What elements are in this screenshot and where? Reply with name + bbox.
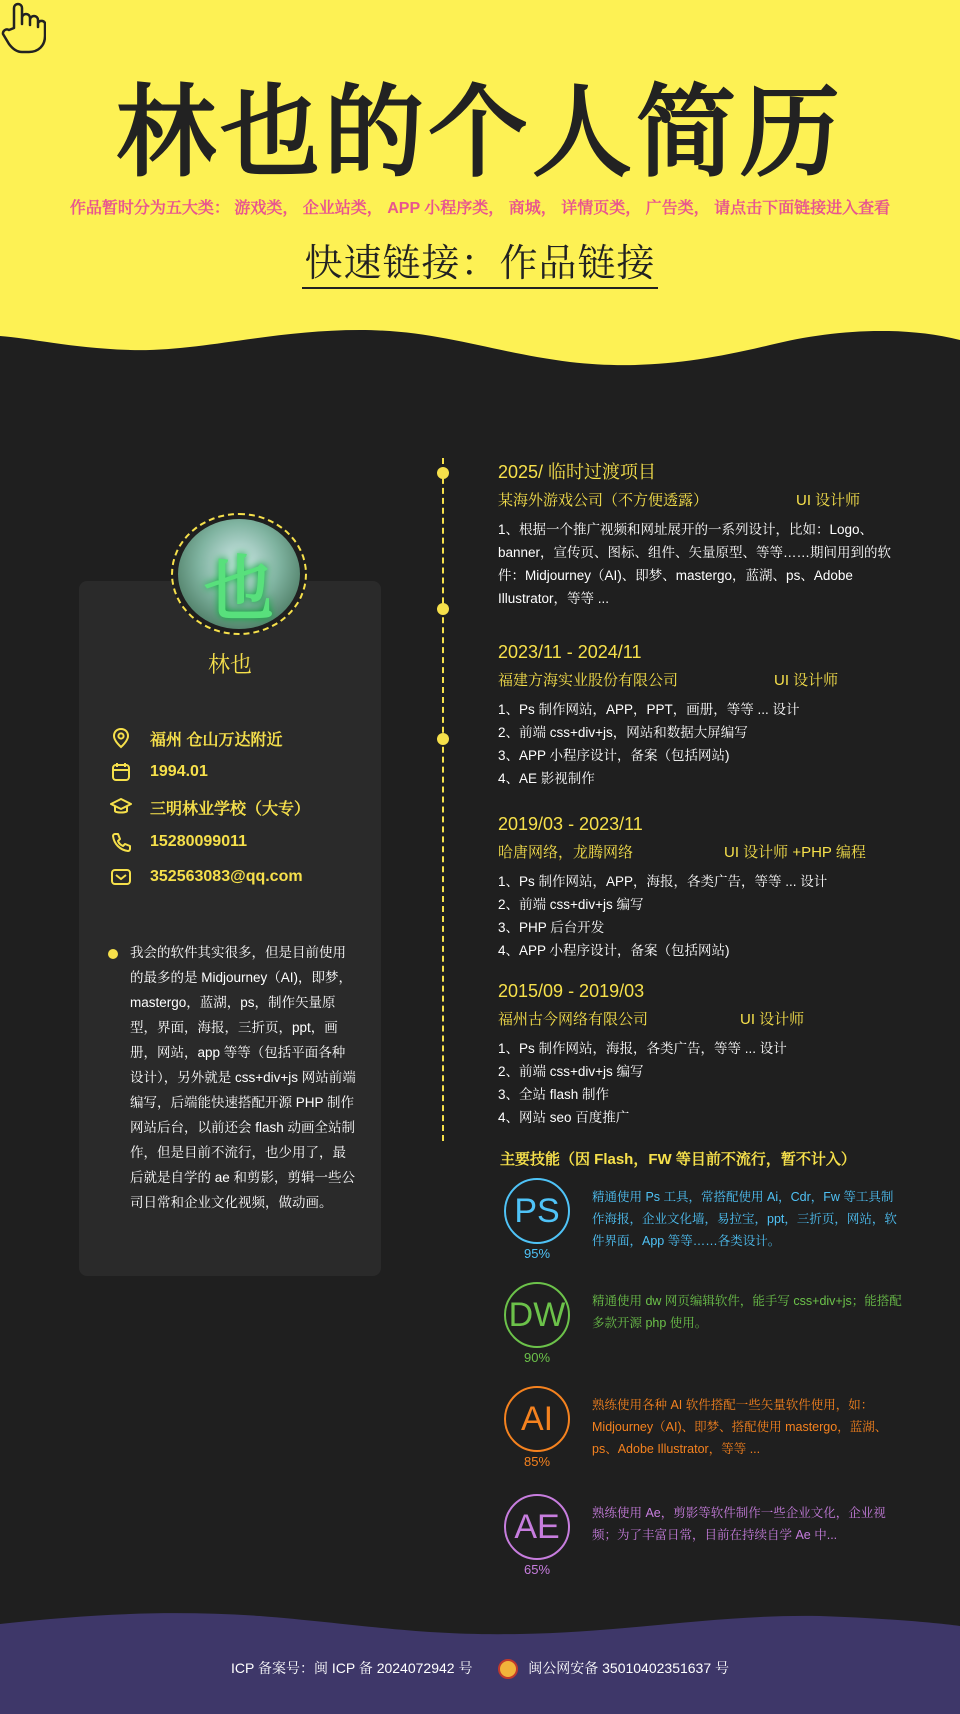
experience-company: 福州古今网络有限公司 bbox=[498, 1011, 649, 1028]
experience-desc-line: 1、Ps 制作网站，海报，各类广告，等等 ... 设计 bbox=[498, 1041, 787, 1056]
calendar-icon bbox=[110, 761, 132, 783]
experience-desc-line: 2、前端 css+div+js 编写 bbox=[498, 897, 644, 912]
experience-role: UI 设计师 bbox=[774, 672, 839, 689]
experience-period: 2015/09 - 2019/03 bbox=[498, 981, 645, 1001]
experience-desc-line: 2、前端 css+div+js，网站和数据大屏编写 bbox=[498, 725, 748, 740]
experience-item bbox=[498, 460, 918, 610]
timeline-line bbox=[442, 458, 444, 1141]
experience-company: 某海外游戏公司（不方便透露） bbox=[498, 492, 709, 509]
email-text[interactable]: 352563083@qq.com bbox=[150, 868, 303, 885]
police-record[interactable]: 闽公网安备 35010402351637 号 bbox=[528, 1660, 730, 1676]
avatar-glyph: 也 bbox=[204, 548, 274, 629]
experience-description bbox=[498, 698, 918, 790]
experience-desc-line: 2、前端 css+div+js 编写 bbox=[498, 1064, 644, 1079]
experience-desc-line: 3、全站 flash 制作 bbox=[498, 1087, 610, 1102]
info-email bbox=[110, 865, 303, 889]
experience-description bbox=[498, 518, 918, 610]
experience-period: 2023/11 - 2024/11 bbox=[498, 642, 642, 662]
experience-desc-line: 4、网站 seo 百度推广 bbox=[498, 1110, 630, 1125]
portfolio-categories: 作品暂时分为五大类： 游戏类， 企业站类， APP 小程序类， 商城， 详情页类， 广告类， 请点击下面链接进入查看 bbox=[69, 200, 891, 217]
experience-desc-line: 1、Ps 制作网站，APP，PPT，画册，等等 ... 设计 bbox=[498, 702, 800, 717]
info-phone bbox=[110, 830, 247, 854]
bullet-dot bbox=[108, 949, 118, 959]
ps-skill-icon: PS bbox=[504, 1178, 570, 1244]
hero-banner bbox=[0, 0, 960, 380]
info-location bbox=[110, 726, 282, 750]
location-text: 福州 仓山万达附近 bbox=[150, 731, 283, 749]
experience-item bbox=[498, 979, 918, 1129]
email-icon bbox=[110, 866, 132, 888]
page-title: 林也的个人简历 bbox=[116, 74, 844, 191]
experience-period: 2025/ 临时过渡项目 bbox=[498, 462, 657, 482]
skill-description: 熟练使用 Ae，剪影等软件制作一些企业文化，企业视频；为了丰富日常，目前在持续自学 Ae 中... bbox=[592, 1506, 886, 1542]
timeline-dot bbox=[437, 603, 449, 615]
experience-desc-line: 3、PHP 后台开发 bbox=[498, 920, 605, 935]
skill-description: 精通使用 dw 网页编辑软件，能手写 css+div+js；能搭配多款开源 php 使用。 bbox=[592, 1294, 902, 1330]
graduation-cap-icon bbox=[110, 796, 132, 818]
experience-description bbox=[498, 1037, 918, 1129]
ai-skill-icon: AI bbox=[504, 1386, 570, 1452]
experience-role: UI 设计师 bbox=[740, 1011, 805, 1028]
experience-desc-line: 3、APP 小程序设计，备案（包括网站) bbox=[498, 748, 730, 763]
ae-skill-icon: AE bbox=[504, 1494, 570, 1560]
timeline-dot bbox=[437, 733, 449, 745]
police-badge-icon bbox=[498, 1659, 518, 1679]
school-text: 三明林业学校（大专） bbox=[150, 800, 311, 818]
experience-role: UI 设计师 +PHP 编程 bbox=[724, 844, 866, 861]
about-text: 我会的软件其实很多，但是目前使用的最多的是 Midjourney（AI)，即梦，mastergo，蓝湖，ps，制作矢量原型，界面，海报，三折页，ppt，画册，网站，app 等等（包括平面各种设计），另外就是 css+div+js 网站前端编写，后端能快速搭配开源 PHP 制作网站后台，以前还会 flash 动画全站制作，但是目前不流行，也少用了，最后就是自学的 ae 和剪影，剪辑一些公司日常和企业文化视频，做动画。 bbox=[130, 945, 356, 1210]
avatar bbox=[178, 519, 300, 629]
experience-company: 福建方海实业股份有限公司 bbox=[498, 672, 679, 689]
experience-item bbox=[498, 812, 918, 962]
skill-percent: 90% bbox=[523, 1350, 551, 1365]
experience-role: UI 设计师 bbox=[796, 492, 861, 509]
skill-percent: 65% bbox=[523, 1562, 551, 1577]
skill-percent: 85% bbox=[523, 1454, 551, 1469]
skill-description: 精通使用 Ps 工具，常搭配使用 Ai，Cdr，Fw 等工具制作海报，企业文化墙，易拉宝，ppt，三折页，网站，软件界面，App 等等……各类设计。 bbox=[592, 1190, 897, 1248]
birth-text: 1994.01 bbox=[150, 763, 208, 780]
skill-ae bbox=[500, 1494, 900, 1584]
skills-title: 主要技能（因 Flash，FW 等目前不流行，暂不计入） bbox=[500, 1151, 856, 1168]
timeline-dot bbox=[437, 467, 449, 479]
experience-desc-line: 1、Ps 制作网站，APP，海报，各类广告，等等 ... 设计 bbox=[498, 874, 828, 889]
profile-name: 林也 bbox=[207, 652, 252, 677]
dw-skill-icon: DW bbox=[504, 1282, 570, 1348]
phone-icon bbox=[110, 831, 132, 853]
skill-dw bbox=[500, 1282, 900, 1372]
experience-item bbox=[498, 640, 918, 790]
footer-background bbox=[0, 1600, 960, 1714]
experience-company-row bbox=[498, 670, 918, 692]
experience-desc-line: 1、根据一个推广视频和网址展开的一系列设计，比如：Logo、banner，宣传页、图标、组件、矢量原型、等等……期间用到的软件：Midjourney（AI)、即梦、mastergo，蓝湖、ps、Adobe Illustrator，等等 ... bbox=[498, 522, 892, 606]
footer bbox=[0, 1600, 960, 1714]
experience-period: 2019/03 - 2023/11 bbox=[498, 814, 643, 834]
experience-company-row bbox=[498, 490, 918, 512]
pointer-hand-icon bbox=[0, 0, 46, 54]
experience-desc-line: 4、AE 影视制作 bbox=[498, 771, 595, 786]
experience-company-row bbox=[498, 842, 918, 864]
icp-record[interactable]: ICP 备案号：闽 ICP 备 2024072942 号 bbox=[230, 1660, 473, 1676]
quick-link-row bbox=[0, 232, 960, 287]
experience-desc-line: 4、APP 小程序设计，备案（包括网站) bbox=[498, 943, 730, 958]
skill-ps bbox=[500, 1178, 900, 1268]
experience-company: 哈唐网络，龙腾网络 bbox=[498, 844, 634, 861]
experience-company-row bbox=[498, 1009, 918, 1031]
footer-text bbox=[0, 1658, 960, 1679]
skill-ai bbox=[500, 1386, 900, 1476]
experience-description bbox=[498, 870, 918, 962]
location-pin-icon bbox=[110, 727, 132, 749]
info-school bbox=[110, 795, 310, 819]
skill-percent: 95% bbox=[523, 1246, 551, 1261]
portfolio-link[interactable]: 快速链接：作品链接 bbox=[302, 243, 657, 289]
info-birth bbox=[110, 760, 208, 784]
phone-text[interactable]: 15280099011 bbox=[150, 833, 247, 850]
skill-description: 熟练使用各种 AI 软件搭配一些矢量软件使用，如：Midjourney（AI)、即梦、搭配使用 mastergo，蓝湖、ps、Adobe Illustrator，等等 ... bbox=[592, 1398, 888, 1456]
about-section bbox=[108, 940, 358, 1215]
